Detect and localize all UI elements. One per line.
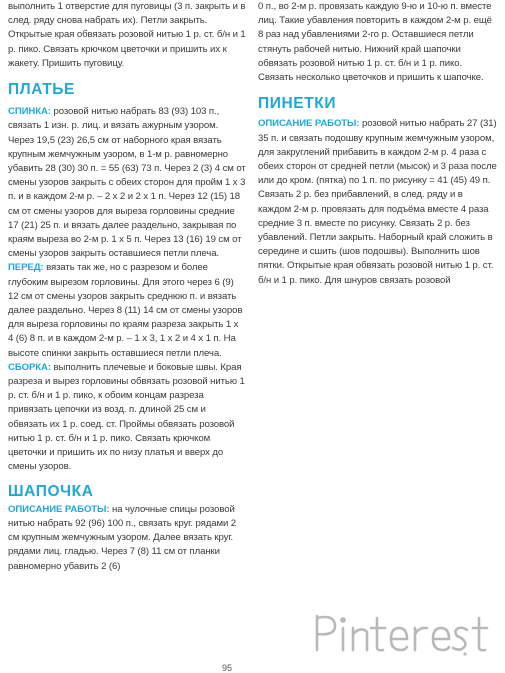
assembly-label: СБОРКА:: [8, 361, 51, 373]
front-label: ПЕРЕД:: [8, 262, 44, 274]
booties-text: розовой нитью набрать 27 (31) 35 п. и связать подошву крупным жемчужным узором, для закруглений прибавить в каждом 2-м р. 4 раза с обеих сторон от средней петли (мысок) и 3 раза после или до кром. (пятка) по 1 п. по рисунку = 41 (45) 49 п. Связать 2 р. без прибавлений, в след. ряду и в каждом 2-м р. провязать для подъёма вместе 4 раза средние 3 п. вместе по рисунку. Связать 2 р. без убавлений. Петли закрыть. Наборный край сложить в середине и сшить (шов подошвы). Выполнить шов пятки. Открытые края обвязать розовой нитью 1 р. ст. б/н и 1 р. пико. Для шнуров связать розовой: [258, 118, 497, 286]
right-column: [258, 0, 498, 288]
booties-section: [258, 117, 498, 287]
left-column: [8, 0, 246, 574]
pinterest-watermark-logo: [305, 588, 501, 668]
back-text: розовой нитью набрать 83 (93) 103 п., связать 1 изн. р. лиц. и вязать ажурным узором. Через 19,5 (23) 26,5 см от наборного края вязать крупным жемчужным узором, в 1-м р. равномерно убавить 28 (30) 30 п. = 55 (63) 73 п. Через 2 (3) 4 см от смены узоров закрыть с обеих сторон для пройм 1 х 3 п. и в каждом 2-м р. – 2 х 2 и 2 х 1 п. Через 12 (15) 18 см от смены узоров для выреза горловины средние 17 (21) 25 п. и вязать далее раздельно, закрывая по краям выреза во 2-м р. 1 х 5 п. Через 13 (16) 19 см от смены узоров закрыть оставшиеся петли плеча.: [8, 106, 246, 260]
front-section: [8, 261, 246, 360]
back-label: СПИНКА:: [8, 106, 51, 118]
hat-finishing-text: 0 п., во 2-м р. провязать каждую 9-ю и 10-ю п. вместе лиц. Такие убавления повторить в каждом 2-м р. ещё 8 раз над убавлениями 2-го р. Оставшиеся петли стянуть рабочей нитью. Нижний край шапочки обвязать розовой нитью 1 р. ст. б/н и 1 р. пико. Связать несколько цветочков и пришить к шапочке.: [258, 1, 492, 84]
assembly-section: [8, 361, 246, 475]
booties-heading: ПИНЕТКИ: [258, 95, 337, 113]
dress-heading: ПЛАТЬЕ: [8, 81, 75, 99]
watermark-dot: [463, 652, 466, 655]
jacket-finishing-text: выполнить 1 отверстие для пуговицы (3 п. закрыть и в след. ряду снова набрать их). Петли закрыть. Открытые края обвязать розовой нитью 1 р. ст. б/н и 1 р. пико. Связать крючком цветочки и пришить их к жакету. Пришить пуговицу.: [8, 1, 246, 69]
hat-text: на чулочные спицы розовой нитью набрать 92 (96) 100 п., связать круг. рядами 2 см крупным жемчужным узором. Далее вязать круг. рядами лиц. гладью. Через 7 (8) 11 см от планки равномерно убавить 2 (6): [8, 503, 237, 572]
assembly-text: выполнить плечевые и боковые швы. Края разреза и вырез горловины обвязать розовой нитью 1 р. ст. б/н и 1 р. пико, к обоим концам разреза привязать цепочки из возд. п. длиной 25 см и обвязать их 1 р. соед. ст. Проймы обвязать розовой нитью 1 р. ст. б/н и 1 р. пико. Связать крючком цветочки и пришить их по низу платья и вверх до смены узоров.: [8, 361, 245, 473]
booties-label: ОПИСАНИЕ РАБОТЫ:: [258, 118, 360, 130]
back-section: [8, 105, 246, 261]
hat-section: [8, 503, 246, 574]
page-number: 95: [222, 663, 233, 673]
front-text: вязать так же, но с разрезом и более глубоким вырезом горловины. Для этого через 6 (9) 12 см от смены узоров закрыть среднюю п. и вязать далее раздельно. Через 8 (11) 14 см от смены узоров для выреза горловины по краям разреза закрыть 1 х 4 (6) 8 п. и в каждом 2-м р. – 1 х 3, 1 х 2 и 4 х 1 п. На высоте спинки закрыть оставшиеся петли плеча.: [8, 262, 243, 359]
hat-heading: ШАПОЧКА: [8, 482, 94, 500]
hat-label: ОПИСАНИЕ РАБОТЫ:: [8, 503, 110, 515]
